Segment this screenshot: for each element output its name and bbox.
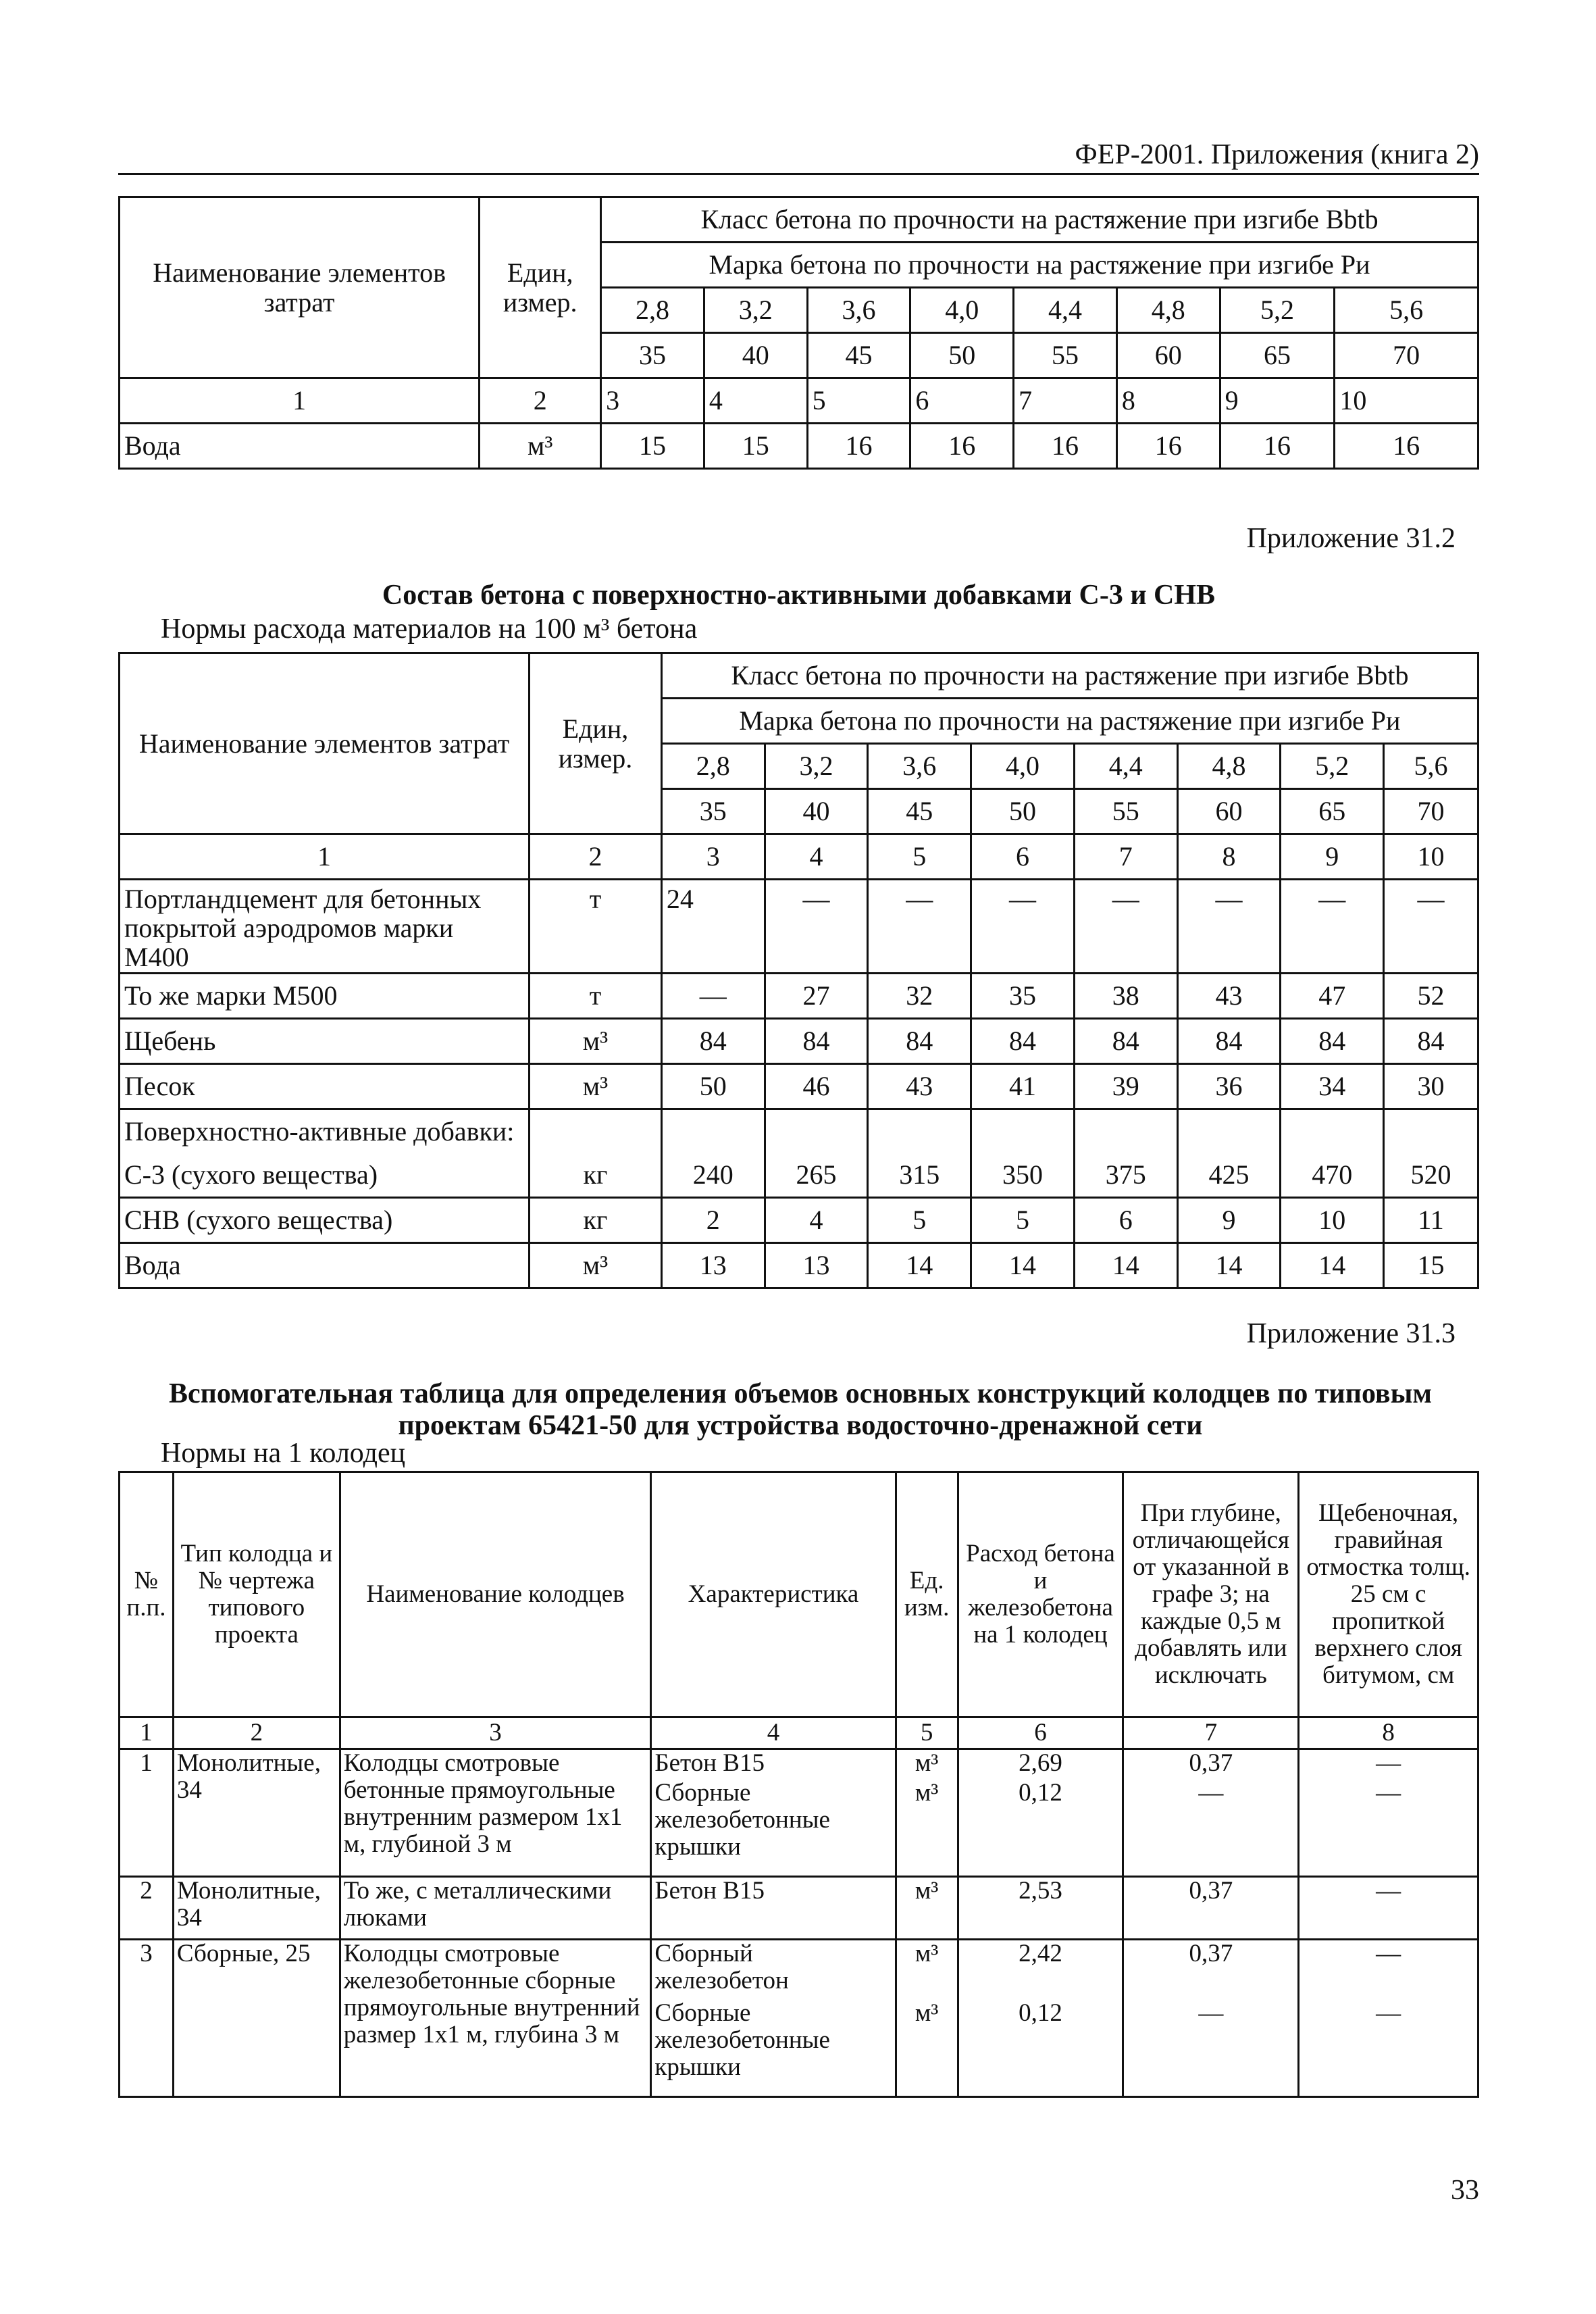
mark-value: 70 xyxy=(1335,333,1478,378)
row-value: 5 xyxy=(971,1198,1075,1243)
row-value: 14 xyxy=(868,1243,971,1288)
row-value: 350 xyxy=(971,1153,1075,1198)
row-depth-adjust: — xyxy=(1123,1780,1299,1877)
column-numbers-row xyxy=(120,378,1478,424)
mark-value: 35 xyxy=(601,333,704,378)
class-value: 3,6 xyxy=(868,744,971,789)
row-name: Колодцы смотровые железобетонные сборные прямоугольные внутренний размер 1x1 м, глубина 3 м xyxy=(340,1940,651,2097)
column-number: 1 xyxy=(120,834,530,880)
row-value: 16 xyxy=(910,424,1014,469)
col-header-depth-adjust: При глубине, отличающейся от указанной в графе 3; на каждые 0,5 м добавлять или исключать xyxy=(1123,1472,1299,1717)
class-value: 4,4 xyxy=(1074,744,1177,789)
row-value: 43 xyxy=(868,1064,971,1109)
row-unit: м³ xyxy=(530,1019,662,1064)
row-characteristic: Бетон В15 xyxy=(651,1877,896,1940)
row-value: — xyxy=(661,974,765,1019)
norm-line-31-2: Нормы расхода материалов на 100 м³ бетона xyxy=(161,613,698,645)
row-value: 4 xyxy=(765,1198,868,1243)
row-unit: м³ xyxy=(896,1749,958,1780)
column-number: 8 xyxy=(1299,1717,1478,1749)
class-value: 2,8 xyxy=(601,288,704,333)
column-number: 6 xyxy=(971,834,1075,880)
mark-value: 60 xyxy=(1116,333,1220,378)
table-row xyxy=(120,880,1478,974)
row-value: 14 xyxy=(1281,1243,1384,1288)
row-name: СНВ (сухого вещества) xyxy=(120,1198,530,1243)
row-value: 41 xyxy=(971,1064,1075,1109)
row-type: Монолитные, 34 xyxy=(173,1749,340,1877)
row-value: 10 xyxy=(1281,1198,1384,1243)
row-value: 16 xyxy=(1116,424,1220,469)
row-name: С-3 (сухого вещества) xyxy=(120,1153,530,1198)
row-value: 36 xyxy=(1177,1064,1281,1109)
row-gravel: — xyxy=(1299,2000,1478,2097)
column-number: 8 xyxy=(1116,378,1220,424)
table-row xyxy=(120,1749,1478,1780)
col-header-unit: Ед. изм. xyxy=(896,1472,958,1717)
mark-value: 35 xyxy=(661,789,765,834)
concrete-additives-table xyxy=(118,652,1479,1289)
row-consumption: 2,53 xyxy=(958,1877,1123,1940)
column-number: 6 xyxy=(958,1717,1123,1749)
row-unit: т xyxy=(530,880,662,974)
row-name: Колодцы смотровые бетонные прямоугольные внутренним размером 1x1 м, глубиной 3 м xyxy=(340,1749,651,1877)
row-number: 2 xyxy=(120,1877,174,1940)
column-number: 2 xyxy=(480,378,601,424)
row-consumption: 2,69 xyxy=(958,1749,1123,1780)
column-number: 6 xyxy=(910,378,1014,424)
wells-volumes-table xyxy=(118,1471,1479,2098)
table-row xyxy=(120,1019,1478,1064)
class-value: 4,8 xyxy=(1116,288,1220,333)
row-number: 3 xyxy=(120,1940,174,2097)
row-value: 38 xyxy=(1074,974,1177,1019)
additives-label: Поверхностно-активные добавки: xyxy=(120,1109,530,1154)
row-unit: м³ xyxy=(530,1064,662,1109)
row-value: 2 xyxy=(661,1198,765,1243)
col-header-name: Наименование колодцев xyxy=(340,1472,651,1717)
row-value: 84 xyxy=(1074,1019,1177,1064)
row-name: То же, с металлическими люками xyxy=(340,1877,651,1940)
col-header-consumption: Расход бетона и железобетона на 1 колодец xyxy=(958,1472,1123,1717)
class-value: 2,8 xyxy=(661,744,765,789)
row-type: Сборные, 25 xyxy=(173,1940,340,2097)
row-value: 16 xyxy=(1335,424,1478,469)
row-unit: м³ xyxy=(896,1877,958,1940)
row-gravel: — xyxy=(1299,1780,1478,1877)
mark-value: 65 xyxy=(1281,789,1384,834)
row-number: 1 xyxy=(120,1749,174,1877)
row-value: 43 xyxy=(1177,974,1281,1019)
row-value: 34 xyxy=(1281,1064,1384,1109)
row-value: 14 xyxy=(971,1243,1075,1288)
row-value: 14 xyxy=(1074,1243,1177,1288)
class-value: 5,6 xyxy=(1335,288,1478,333)
table-row xyxy=(120,1153,1478,1198)
row-value: 16 xyxy=(1014,424,1117,469)
row-value: 425 xyxy=(1177,1153,1281,1198)
mark-value: 50 xyxy=(971,789,1075,834)
row-name: Песок xyxy=(120,1064,530,1109)
row-value: 27 xyxy=(765,974,868,1019)
column-number: 5 xyxy=(896,1717,958,1749)
column-number: 2 xyxy=(530,834,662,880)
row-unit: м³ xyxy=(896,2000,958,2097)
row-consumption: 2,42 xyxy=(958,1940,1123,2001)
column-numbers-row xyxy=(120,1717,1478,1749)
column-number: 2 xyxy=(173,1717,340,1749)
mark-value: 40 xyxy=(765,789,868,834)
column-number: 4 xyxy=(765,834,868,880)
row-gravel: — xyxy=(1299,1749,1478,1780)
row-value: 240 xyxy=(661,1153,765,1198)
column-number: 7 xyxy=(1123,1717,1299,1749)
row-value: — xyxy=(1177,880,1281,974)
row-value: 265 xyxy=(765,1153,868,1198)
class-value: 5,6 xyxy=(1384,744,1478,789)
row-value: 47 xyxy=(1281,974,1384,1019)
column-number: 4 xyxy=(651,1717,896,1749)
row-depth-adjust: 0,37 xyxy=(1123,1940,1299,2001)
column-number: 9 xyxy=(1220,378,1335,424)
row-unit: м³ xyxy=(896,1940,958,2001)
table-row xyxy=(120,424,1478,469)
col-header-unit: Един, измер. xyxy=(530,653,662,834)
column-number: 5 xyxy=(868,834,971,880)
table-row xyxy=(120,1198,1478,1243)
row-value: 84 xyxy=(971,1019,1075,1064)
row-value: 24 xyxy=(661,880,765,974)
row-value: 9 xyxy=(1177,1198,1281,1243)
column-number: 9 xyxy=(1281,834,1384,880)
col-header-gravel: Щебеночная, гравийная отмостка толщ. 25 см с пропиткой верхнего слоя битумом, см xyxy=(1299,1472,1478,1717)
row-value: 84 xyxy=(1384,1019,1478,1064)
row-value: 13 xyxy=(765,1243,868,1288)
row-value: 30 xyxy=(1384,1064,1478,1109)
section-title-31-3: Вспомогательная таблица для определения объемов основных конструкций колодцев по типовым проектам 65421-50 для устройства водосточно-дренажной сети xyxy=(169,1378,1432,1442)
column-numbers-row xyxy=(120,834,1478,880)
mark-value: 65 xyxy=(1220,333,1335,378)
row-consumption: 0,12 xyxy=(958,1780,1123,1877)
column-number: 1 xyxy=(120,378,480,424)
column-number: 5 xyxy=(807,378,910,424)
table-row xyxy=(120,1064,1478,1109)
row-value: 46 xyxy=(765,1064,868,1109)
norm-line-31-3: Нормы на 1 колодец xyxy=(161,1438,406,1469)
column-number: 3 xyxy=(340,1717,651,1749)
row-characteristic: Сборные железобетонные крышки xyxy=(651,2000,896,2097)
row-value: 315 xyxy=(868,1153,971,1198)
mark-header: Марка бетона по прочности на растяжение при изгибе Ри xyxy=(661,699,1478,744)
mark-value: 55 xyxy=(1014,333,1117,378)
row-consumption: 0,12 xyxy=(958,2000,1123,2097)
row-depth-adjust: — xyxy=(1123,2000,1299,2097)
class-value: 3,2 xyxy=(765,744,868,789)
row-value: 39 xyxy=(1074,1064,1177,1109)
row-unit: кг xyxy=(530,1198,662,1243)
class-value: 4,4 xyxy=(1014,288,1117,333)
class-value: 4,0 xyxy=(971,744,1075,789)
mark-value: 50 xyxy=(910,333,1014,378)
row-value: 84 xyxy=(765,1019,868,1064)
row-value: 32 xyxy=(868,974,971,1019)
class-value: 4,0 xyxy=(910,288,1014,333)
row-name: Щебень xyxy=(120,1019,530,1064)
row-value: 14 xyxy=(1177,1243,1281,1288)
row-value: 15 xyxy=(601,424,704,469)
header-rule xyxy=(118,173,1479,175)
row-gravel: — xyxy=(1299,1877,1478,1940)
concrete-composition-table-continuation xyxy=(118,196,1479,470)
row-value: — xyxy=(1074,880,1177,974)
col-header-type: Тип колодца и № чертежа типового проекта xyxy=(173,1472,340,1717)
class-value: 3,2 xyxy=(704,288,807,333)
class-value: 5,2 xyxy=(1220,288,1335,333)
row-value: 5 xyxy=(868,1198,971,1243)
section-title-31-2: Состав бетона с поверхностно-активными добавками С-3 и СНВ xyxy=(382,580,1216,611)
table-header-row xyxy=(120,1472,1478,1717)
row-characteristic: Сборный железобетон xyxy=(651,1940,896,2001)
row-type: Монолитные, 34 xyxy=(173,1877,340,1940)
row-value: 15 xyxy=(704,424,807,469)
col-header-name: Наименование элементов затрат xyxy=(120,653,530,834)
row-value: — xyxy=(765,880,868,974)
class-value: 5,2 xyxy=(1281,744,1384,789)
col-header-name: Наименование элементов затрат xyxy=(120,197,480,378)
row-depth-adjust: 0,37 xyxy=(1123,1877,1299,1940)
mark-value: 55 xyxy=(1074,789,1177,834)
row-value: 52 xyxy=(1384,974,1478,1019)
row-unit: кг xyxy=(530,1153,662,1198)
row-name: Портландцемент для бетонных покрытой аэродромов марки М400 xyxy=(120,880,530,974)
row-value: 84 xyxy=(1281,1019,1384,1064)
row-value: — xyxy=(1384,880,1478,974)
mark-header: Марка бетона по прочности на растяжение при изгибе Ри xyxy=(601,243,1478,288)
mark-value: 45 xyxy=(807,333,910,378)
row-value: — xyxy=(868,880,971,974)
column-number: 3 xyxy=(601,378,704,424)
row-characteristic: Сборные железобетонные крышки xyxy=(651,1780,896,1877)
row-value: 35 xyxy=(971,974,1075,1019)
mark-value: 60 xyxy=(1177,789,1281,834)
col-header-characteristic: Характеристика xyxy=(651,1472,896,1717)
class-header: Класс бетона по прочности на растяжение при изгибе Bbtb xyxy=(601,197,1478,243)
table-row xyxy=(120,1940,1478,2001)
row-value: — xyxy=(1281,880,1384,974)
row-value: 50 xyxy=(661,1064,765,1109)
mark-value: 45 xyxy=(868,789,971,834)
row-value: 375 xyxy=(1074,1153,1177,1198)
appendix-label-31-3: Приложение 31.3 xyxy=(1246,1318,1456,1349)
row-name: То же марки М500 xyxy=(120,974,530,1019)
column-number: 1 xyxy=(120,1717,174,1749)
mark-value: 70 xyxy=(1384,789,1478,834)
column-number: 7 xyxy=(1074,834,1177,880)
row-value: 84 xyxy=(1177,1019,1281,1064)
row-unit: м³ xyxy=(896,1780,958,1877)
table-row xyxy=(120,974,1478,1019)
col-header-unit: Един, измер. xyxy=(480,197,601,378)
column-number: 10 xyxy=(1384,834,1478,880)
row-unit: м³ xyxy=(530,1243,662,1288)
table-row xyxy=(120,1243,1478,1288)
row-characteristic: Бетон В15 xyxy=(651,1749,896,1780)
appendix-label-31-2: Приложение 31.2 xyxy=(1246,523,1456,554)
row-value: 6 xyxy=(1074,1198,1177,1243)
row-value: 11 xyxy=(1384,1198,1478,1243)
column-number: 4 xyxy=(704,378,807,424)
row-value: 16 xyxy=(807,424,910,469)
row-name: Вода xyxy=(120,1243,530,1288)
row-unit: м³ xyxy=(480,424,601,469)
page-number: 33 xyxy=(1451,2175,1479,2206)
row-value: 520 xyxy=(1384,1153,1478,1198)
row-value: 84 xyxy=(868,1019,971,1064)
column-number: 7 xyxy=(1014,378,1117,424)
row-value: 16 xyxy=(1220,424,1335,469)
row-value: 13 xyxy=(661,1243,765,1288)
col-header-number: № п.п. xyxy=(120,1472,174,1717)
row-gravel: — xyxy=(1299,1940,1478,2001)
additives-label-row xyxy=(120,1109,1478,1154)
row-value: 15 xyxy=(1384,1243,1478,1288)
class-header: Класс бетона по прочности на растяжение при изгибе Bbtb xyxy=(661,653,1478,699)
row-value: — xyxy=(971,880,1075,974)
running-header: ФЕР-2001. Приложения (книга 2) xyxy=(1075,139,1479,170)
row-name: Вода xyxy=(120,424,480,469)
row-unit: т xyxy=(530,974,662,1019)
column-number: 10 xyxy=(1335,378,1478,424)
row-value: 84 xyxy=(661,1019,765,1064)
class-value: 3,6 xyxy=(807,288,910,333)
row-value: 470 xyxy=(1281,1153,1384,1198)
mark-value: 40 xyxy=(704,333,807,378)
table-row xyxy=(120,1877,1478,1940)
column-number: 8 xyxy=(1177,834,1281,880)
row-depth-adjust: 0,37 xyxy=(1123,1749,1299,1780)
class-value: 4,8 xyxy=(1177,744,1281,789)
column-number: 3 xyxy=(661,834,765,880)
